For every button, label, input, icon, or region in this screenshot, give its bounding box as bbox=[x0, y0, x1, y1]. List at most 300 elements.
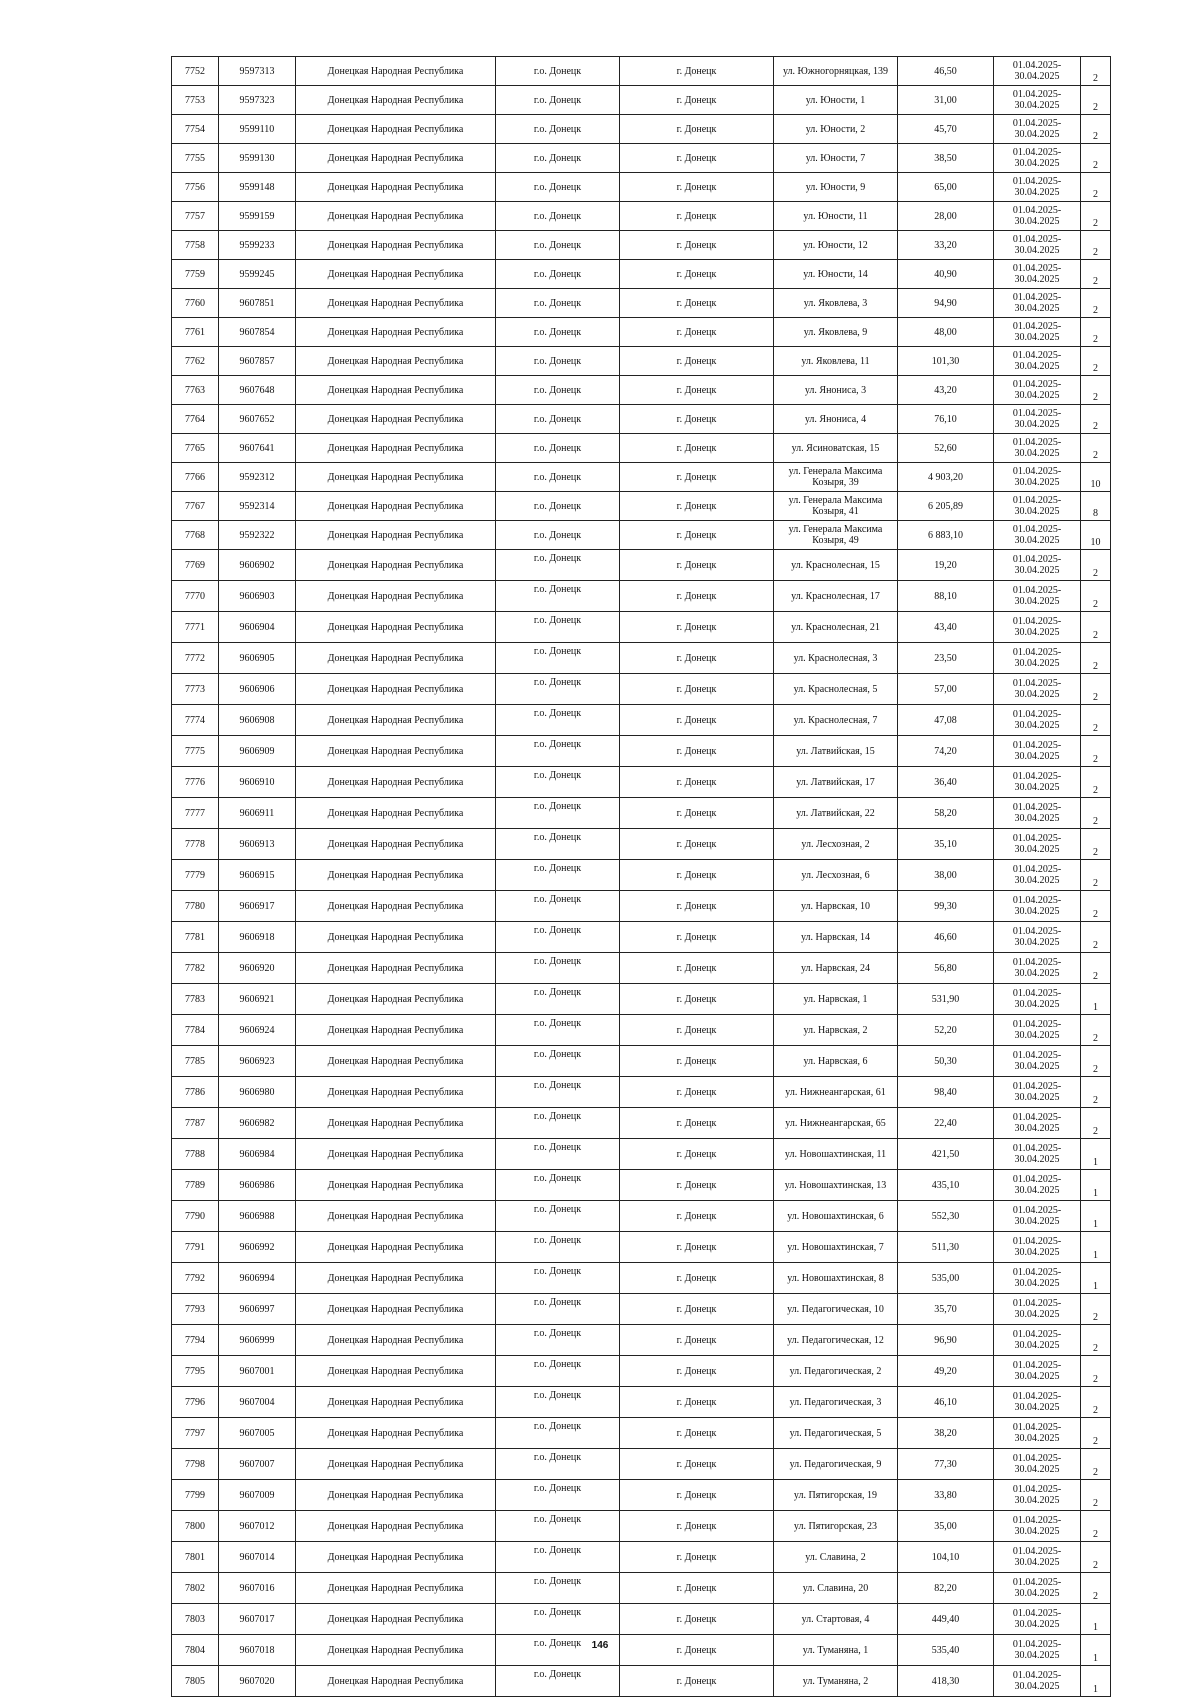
period-cell: 01.04.2025-30.04.2025 bbox=[994, 492, 1081, 521]
table-row bbox=[172, 260, 1111, 289]
municipal-okrug-cell: г.о. Донецк bbox=[496, 1542, 620, 1573]
city-cell: г. Донецк bbox=[620, 922, 774, 953]
region-cell: Донецкая Народная Республика bbox=[296, 173, 496, 202]
row-number-cell: 7791 bbox=[172, 1232, 219, 1263]
table-row bbox=[172, 173, 1111, 202]
registry-table bbox=[171, 56, 1111, 1697]
address-cell: ул. Нарвская, 10 bbox=[774, 891, 898, 922]
count-cell: 1 bbox=[1081, 1201, 1111, 1232]
municipal-okrug-cell: г.о. Донецк bbox=[496, 1356, 620, 1387]
region-cell: Донецкая Народная Республика bbox=[296, 1480, 496, 1511]
region-cell: Донецкая Народная Республика bbox=[296, 922, 496, 953]
address-cell: ул. Латвийская, 22 bbox=[774, 798, 898, 829]
city-cell: г. Донецк bbox=[620, 1573, 774, 1604]
period-cell: 01.04.2025-30.04.2025 bbox=[994, 1604, 1081, 1635]
area-cell: 46,10 bbox=[898, 1387, 994, 1418]
region-cell: Донецкая Народная Республика bbox=[296, 1294, 496, 1325]
row-number-cell: 7785 bbox=[172, 1046, 219, 1077]
address-cell: ул. Славина, 20 bbox=[774, 1573, 898, 1604]
period-cell: 01.04.2025-30.04.2025 bbox=[994, 860, 1081, 891]
row-number-cell: 7786 bbox=[172, 1077, 219, 1108]
area-cell: 45,70 bbox=[898, 115, 994, 144]
region-cell: Донецкая Народная Республика bbox=[296, 115, 496, 144]
table-row bbox=[172, 1356, 1111, 1387]
address-cell: ул. Яковлева, 11 bbox=[774, 347, 898, 376]
area-cell: 56,80 bbox=[898, 953, 994, 984]
address-cell: ул. Туманяна, 1 bbox=[774, 1635, 898, 1666]
municipal-okrug-cell: г.о. Донецк bbox=[496, 1666, 620, 1697]
area-cell: 50,30 bbox=[898, 1046, 994, 1077]
row-number-cell: 7767 bbox=[172, 492, 219, 521]
city-cell: г. Донецк bbox=[620, 581, 774, 612]
count-cell: 1 bbox=[1081, 1232, 1111, 1263]
table-row bbox=[172, 86, 1111, 115]
municipal-okrug-cell: г.о. Донецк bbox=[496, 405, 620, 434]
region-cell: Донецкая Народная Республика bbox=[296, 581, 496, 612]
object-code-cell: 9607007 bbox=[219, 1449, 296, 1480]
row-number-cell: 7773 bbox=[172, 674, 219, 705]
region-cell: Донецкая Народная Республика bbox=[296, 405, 496, 434]
row-number-cell: 7774 bbox=[172, 705, 219, 736]
row-number-cell: 7802 bbox=[172, 1573, 219, 1604]
object-code-cell: 9606906 bbox=[219, 674, 296, 705]
row-number-cell: 7770 bbox=[172, 581, 219, 612]
address-cell: ул. Лесхозная, 2 bbox=[774, 829, 898, 860]
city-cell: г. Донецк bbox=[620, 1325, 774, 1356]
period-cell: 01.04.2025-30.04.2025 bbox=[994, 1542, 1081, 1573]
period-cell: 01.04.2025-30.04.2025 bbox=[994, 1666, 1081, 1697]
address-cell: ул. Краснолесная, 7 bbox=[774, 705, 898, 736]
row-number-cell: 7778 bbox=[172, 829, 219, 860]
row-number-cell: 7762 bbox=[172, 347, 219, 376]
object-code-cell: 9606915 bbox=[219, 860, 296, 891]
municipal-okrug-cell: г.о. Донецк bbox=[496, 1635, 620, 1666]
address-cell: ул. Новошахтинская, 11 bbox=[774, 1139, 898, 1170]
area-cell: 46,60 bbox=[898, 922, 994, 953]
region-cell: Донецкая Народная Республика bbox=[296, 705, 496, 736]
table-row bbox=[172, 1449, 1111, 1480]
period-cell: 01.04.2025-30.04.2025 bbox=[994, 144, 1081, 173]
area-cell: 38,20 bbox=[898, 1418, 994, 1449]
address-cell: ул. Юности, 14 bbox=[774, 260, 898, 289]
row-number-cell: 7793 bbox=[172, 1294, 219, 1325]
object-code-cell: 9606902 bbox=[219, 550, 296, 581]
city-cell: г. Донецк bbox=[620, 736, 774, 767]
object-code-cell: 9607641 bbox=[219, 434, 296, 463]
area-cell: 47,08 bbox=[898, 705, 994, 736]
municipal-okrug-cell: г.о. Донецк bbox=[496, 144, 620, 173]
city-cell: г. Донецк bbox=[620, 1263, 774, 1294]
municipal-okrug-cell: г.о. Донецк bbox=[496, 1449, 620, 1480]
area-cell: 101,30 bbox=[898, 347, 994, 376]
city-cell: г. Донецк bbox=[620, 1356, 774, 1387]
period-cell: 01.04.2025-30.04.2025 bbox=[994, 1232, 1081, 1263]
address-cell: ул. Латвийская, 17 bbox=[774, 767, 898, 798]
table-row bbox=[172, 231, 1111, 260]
municipal-okrug-cell: г.о. Донецк bbox=[496, 173, 620, 202]
object-code-cell: 9606910 bbox=[219, 767, 296, 798]
region-cell: Донецкая Народная Республика bbox=[296, 57, 496, 86]
object-code-cell: 9607020 bbox=[219, 1666, 296, 1697]
region-cell: Донецкая Народная Республика bbox=[296, 643, 496, 674]
area-cell: 535,00 bbox=[898, 1263, 994, 1294]
table-row bbox=[172, 1666, 1111, 1697]
row-number-cell: 7804 bbox=[172, 1635, 219, 1666]
city-cell: г. Донецк bbox=[620, 1449, 774, 1480]
municipal-okrug-cell: г.о. Донецк bbox=[496, 434, 620, 463]
city-cell: г. Донецк bbox=[620, 1201, 774, 1232]
count-cell: 2 bbox=[1081, 1325, 1111, 1356]
region-cell: Донецкая Народная Республика bbox=[296, 674, 496, 705]
count-cell: 2 bbox=[1081, 405, 1111, 434]
municipal-okrug-cell: г.о. Донецк bbox=[496, 1139, 620, 1170]
address-cell: ул. Юности, 11 bbox=[774, 202, 898, 231]
row-number-cell: 7801 bbox=[172, 1542, 219, 1573]
period-cell: 01.04.2025-30.04.2025 bbox=[994, 260, 1081, 289]
region-cell: Донецкая Народная Республика bbox=[296, 231, 496, 260]
area-cell: 98,40 bbox=[898, 1077, 994, 1108]
period-cell: 01.04.2025-30.04.2025 bbox=[994, 231, 1081, 260]
period-cell: 01.04.2025-30.04.2025 bbox=[994, 984, 1081, 1015]
area-cell: 99,30 bbox=[898, 891, 994, 922]
municipal-okrug-cell: г.о. Донецк bbox=[496, 1604, 620, 1635]
period-cell: 01.04.2025-30.04.2025 bbox=[994, 1635, 1081, 1666]
area-cell: 531,90 bbox=[898, 984, 994, 1015]
city-cell: г. Донецк bbox=[620, 984, 774, 1015]
count-cell: 8 bbox=[1081, 492, 1111, 521]
count-cell: 2 bbox=[1081, 922, 1111, 953]
count-cell: 2 bbox=[1081, 173, 1111, 202]
period-cell: 01.04.2025-30.04.2025 bbox=[994, 1325, 1081, 1356]
table-row bbox=[172, 202, 1111, 231]
period-cell: 01.04.2025-30.04.2025 bbox=[994, 1046, 1081, 1077]
period-cell: 01.04.2025-30.04.2025 bbox=[994, 1511, 1081, 1542]
object-code-cell: 9606923 bbox=[219, 1046, 296, 1077]
region-cell: Донецкая Народная Республика bbox=[296, 144, 496, 173]
count-cell: 2 bbox=[1081, 581, 1111, 612]
table-row bbox=[172, 612, 1111, 643]
city-cell: г. Донецк bbox=[620, 463, 774, 492]
period-cell: 01.04.2025-30.04.2025 bbox=[994, 57, 1081, 86]
object-code-cell: 9606982 bbox=[219, 1108, 296, 1139]
city-cell: г. Донецк bbox=[620, 492, 774, 521]
count-cell: 2 bbox=[1081, 1449, 1111, 1480]
area-cell: 88,10 bbox=[898, 581, 994, 612]
area-cell: 552,30 bbox=[898, 1201, 994, 1232]
count-cell: 2 bbox=[1081, 1356, 1111, 1387]
object-code-cell: 9592312 bbox=[219, 463, 296, 492]
table-row bbox=[172, 1232, 1111, 1263]
count-cell: 2 bbox=[1081, 1077, 1111, 1108]
object-code-cell: 9607854 bbox=[219, 318, 296, 347]
address-cell: ул. Пятигорская, 23 bbox=[774, 1511, 898, 1542]
municipal-okrug-cell: г.о. Донецк bbox=[496, 115, 620, 144]
address-cell: ул. Педагогическая, 10 bbox=[774, 1294, 898, 1325]
municipal-okrug-cell: г.о. Донецк bbox=[496, 860, 620, 891]
region-cell: Донецкая Народная Республика bbox=[296, 202, 496, 231]
address-cell: ул. Педагогическая, 2 bbox=[774, 1356, 898, 1387]
region-cell: Донецкая Народная Республика bbox=[296, 1542, 496, 1573]
area-cell: 418,30 bbox=[898, 1666, 994, 1697]
area-cell: 46,50 bbox=[898, 57, 994, 86]
city-cell: г. Донецк bbox=[620, 57, 774, 86]
region-cell: Донецкая Народная Республика bbox=[296, 86, 496, 115]
table-body bbox=[172, 57, 1111, 1697]
table-row bbox=[172, 1015, 1111, 1046]
count-cell: 2 bbox=[1081, 1511, 1111, 1542]
count-cell: 1 bbox=[1081, 1635, 1111, 1666]
area-cell: 6 883,10 bbox=[898, 521, 994, 550]
municipal-okrug-cell: г.о. Донецк bbox=[496, 86, 620, 115]
region-cell: Донецкая Народная Республика bbox=[296, 1356, 496, 1387]
period-cell: 01.04.2025-30.04.2025 bbox=[994, 581, 1081, 612]
row-number-cell: 7781 bbox=[172, 922, 219, 953]
period-cell: 01.04.2025-30.04.2025 bbox=[994, 674, 1081, 705]
count-cell: 2 bbox=[1081, 202, 1111, 231]
city-cell: г. Донецк bbox=[620, 376, 774, 405]
count-cell: 2 bbox=[1081, 798, 1111, 829]
city-cell: г. Донецк bbox=[620, 1046, 774, 1077]
row-number-cell: 7759 bbox=[172, 260, 219, 289]
object-code-cell: 9607016 bbox=[219, 1573, 296, 1604]
period-cell: 01.04.2025-30.04.2025 bbox=[994, 705, 1081, 736]
municipal-okrug-cell: г.о. Донецк bbox=[496, 643, 620, 674]
municipal-okrug-cell: г.о. Донецк bbox=[496, 674, 620, 705]
table-row bbox=[172, 405, 1111, 434]
period-cell: 01.04.2025-30.04.2025 bbox=[994, 1387, 1081, 1418]
table-row bbox=[172, 674, 1111, 705]
object-code-cell: 9599148 bbox=[219, 173, 296, 202]
object-code-cell: 9607017 bbox=[219, 1604, 296, 1635]
city-cell: г. Донецк bbox=[620, 231, 774, 260]
row-number-cell: 7795 bbox=[172, 1356, 219, 1387]
municipal-okrug-cell: г.о. Донецк bbox=[496, 521, 620, 550]
period-cell: 01.04.2025-30.04.2025 bbox=[994, 1573, 1081, 1604]
municipal-okrug-cell: г.о. Донецк bbox=[496, 231, 620, 260]
address-cell: ул. Нарвская, 14 bbox=[774, 922, 898, 953]
region-cell: Донецкая Народная Республика bbox=[296, 1139, 496, 1170]
object-code-cell: 9607018 bbox=[219, 1635, 296, 1666]
count-cell: 2 bbox=[1081, 860, 1111, 891]
period-cell: 01.04.2025-30.04.2025 bbox=[994, 202, 1081, 231]
city-cell: г. Донецк bbox=[620, 1232, 774, 1263]
address-cell: ул. Краснолесная, 17 bbox=[774, 581, 898, 612]
row-number-cell: 7782 bbox=[172, 953, 219, 984]
area-cell: 35,10 bbox=[898, 829, 994, 860]
object-code-cell: 9606911 bbox=[219, 798, 296, 829]
row-number-cell: 7800 bbox=[172, 1511, 219, 1542]
row-number-cell: 7790 bbox=[172, 1201, 219, 1232]
region-cell: Донецкая Народная Республика bbox=[296, 1573, 496, 1604]
object-code-cell: 9606908 bbox=[219, 705, 296, 736]
city-cell: г. Донецк bbox=[620, 405, 774, 434]
row-number-cell: 7765 bbox=[172, 434, 219, 463]
object-code-cell: 9607648 bbox=[219, 376, 296, 405]
municipal-okrug-cell: г.о. Донецк bbox=[496, 202, 620, 231]
table-row bbox=[172, 922, 1111, 953]
row-number-cell: 7784 bbox=[172, 1015, 219, 1046]
city-cell: г. Донецк bbox=[620, 1139, 774, 1170]
municipal-okrug-cell: г.о. Донецк bbox=[496, 612, 620, 643]
municipal-okrug-cell: г.о. Донецк bbox=[496, 705, 620, 736]
region-cell: Донецкая Народная Республика bbox=[296, 891, 496, 922]
municipal-okrug-cell: г.о. Донецк bbox=[496, 318, 620, 347]
table-row bbox=[172, 1263, 1111, 1294]
municipal-okrug-cell: г.о. Донецк bbox=[496, 581, 620, 612]
period-cell: 01.04.2025-30.04.2025 bbox=[994, 1263, 1081, 1294]
row-number-cell: 7754 bbox=[172, 115, 219, 144]
period-cell: 01.04.2025-30.04.2025 bbox=[994, 1108, 1081, 1139]
object-code-cell: 9607857 bbox=[219, 347, 296, 376]
city-cell: г. Донецк bbox=[620, 1108, 774, 1139]
period-cell: 01.04.2025-30.04.2025 bbox=[994, 1449, 1081, 1480]
region-cell: Донецкая Народная Республика bbox=[296, 1604, 496, 1635]
count-cell: 1 bbox=[1081, 984, 1111, 1015]
municipal-okrug-cell: г.о. Донецк bbox=[496, 1480, 620, 1511]
city-cell: г. Донецк bbox=[620, 260, 774, 289]
municipal-okrug-cell: г.о. Донецк bbox=[496, 798, 620, 829]
period-cell: 01.04.2025-30.04.2025 bbox=[994, 612, 1081, 643]
region-cell: Донецкая Народная Республика bbox=[296, 1201, 496, 1232]
count-cell: 10 bbox=[1081, 463, 1111, 492]
row-number-cell: 7775 bbox=[172, 736, 219, 767]
row-number-cell: 7805 bbox=[172, 1666, 219, 1697]
city-cell: г. Донецк bbox=[620, 767, 774, 798]
municipal-okrug-cell: г.о. Донецк bbox=[496, 984, 620, 1015]
table-row bbox=[172, 1325, 1111, 1356]
object-code-cell: 9599233 bbox=[219, 231, 296, 260]
region-cell: Донецкая Народная Республика bbox=[296, 612, 496, 643]
object-code-cell: 9606980 bbox=[219, 1077, 296, 1108]
object-code-cell: 9607009 bbox=[219, 1480, 296, 1511]
table-row bbox=[172, 1077, 1111, 1108]
municipal-okrug-cell: г.о. Донецк bbox=[496, 347, 620, 376]
region-cell: Донецкая Народная Республика bbox=[296, 550, 496, 581]
municipal-okrug-cell: г.о. Донецк bbox=[496, 1387, 620, 1418]
address-cell: ул. Педагогическая, 12 bbox=[774, 1325, 898, 1356]
municipal-okrug-cell: г.о. Донецк bbox=[496, 57, 620, 86]
row-number-cell: 7769 bbox=[172, 550, 219, 581]
period-cell: 01.04.2025-30.04.2025 bbox=[994, 922, 1081, 953]
object-code-cell: 9606913 bbox=[219, 829, 296, 860]
address-cell: ул. Нижнеангарская, 65 bbox=[774, 1108, 898, 1139]
area-cell: 22,40 bbox=[898, 1108, 994, 1139]
table-row bbox=[172, 1418, 1111, 1449]
city-cell: г. Донецк bbox=[620, 1077, 774, 1108]
address-cell: ул. Краснолесная, 15 bbox=[774, 550, 898, 581]
area-cell: 19,20 bbox=[898, 550, 994, 581]
object-code-cell: 9607851 bbox=[219, 289, 296, 318]
row-number-cell: 7756 bbox=[172, 173, 219, 202]
address-cell: ул. Юности, 1 bbox=[774, 86, 898, 115]
region-cell: Донецкая Народная Республика bbox=[296, 289, 496, 318]
address-cell: ул. Новошахтинская, 13 bbox=[774, 1170, 898, 1201]
row-number-cell: 7758 bbox=[172, 231, 219, 260]
municipal-okrug-cell: г.о. Донецк bbox=[496, 829, 620, 860]
table-row bbox=[172, 1387, 1111, 1418]
row-number-cell: 7794 bbox=[172, 1325, 219, 1356]
municipal-okrug-cell: г.о. Донецк bbox=[496, 736, 620, 767]
table-row bbox=[172, 57, 1111, 86]
city-cell: г. Донецк bbox=[620, 1511, 774, 1542]
table-row bbox=[172, 643, 1111, 674]
row-number-cell: 7753 bbox=[172, 86, 219, 115]
count-cell: 2 bbox=[1081, 57, 1111, 86]
object-code-cell: 9599245 bbox=[219, 260, 296, 289]
address-cell: ул. Нарвская, 6 bbox=[774, 1046, 898, 1077]
area-cell: 4 903,20 bbox=[898, 463, 994, 492]
table-row bbox=[172, 1170, 1111, 1201]
count-cell: 1 bbox=[1081, 1666, 1111, 1697]
city-cell: г. Донецк bbox=[620, 1604, 774, 1635]
city-cell: г. Донецк bbox=[620, 115, 774, 144]
area-cell: 43,40 bbox=[898, 612, 994, 643]
city-cell: г. Донецк bbox=[620, 798, 774, 829]
count-cell: 2 bbox=[1081, 1542, 1111, 1573]
count-cell: 2 bbox=[1081, 231, 1111, 260]
city-cell: г. Донецк bbox=[620, 612, 774, 643]
row-number-cell: 7752 bbox=[172, 57, 219, 86]
count-cell: 2 bbox=[1081, 612, 1111, 643]
count-cell: 2 bbox=[1081, 674, 1111, 705]
region-cell: Донецкая Народная Республика bbox=[296, 521, 496, 550]
period-cell: 01.04.2025-30.04.2025 bbox=[994, 521, 1081, 550]
city-cell: г. Донецк bbox=[620, 1294, 774, 1325]
city-cell: г. Донецк bbox=[620, 289, 774, 318]
object-code-cell: 9606999 bbox=[219, 1325, 296, 1356]
city-cell: г. Донецк bbox=[620, 829, 774, 860]
area-cell: 96,90 bbox=[898, 1325, 994, 1356]
area-cell: 33,20 bbox=[898, 231, 994, 260]
region-cell: Донецкая Народная Республика bbox=[296, 1108, 496, 1139]
row-number-cell: 7771 bbox=[172, 612, 219, 643]
region-cell: Донецкая Народная Республика bbox=[296, 347, 496, 376]
address-cell: ул. Янониса, 3 bbox=[774, 376, 898, 405]
table-row bbox=[172, 860, 1111, 891]
table-row bbox=[172, 1046, 1111, 1077]
count-cell: 2 bbox=[1081, 376, 1111, 405]
area-cell: 535,40 bbox=[898, 1635, 994, 1666]
page-number: 146 bbox=[591, 1640, 609, 1651]
city-cell: г. Донецк bbox=[620, 953, 774, 984]
object-code-cell: 9607652 bbox=[219, 405, 296, 434]
city-cell: г. Донецк bbox=[620, 891, 774, 922]
table-row bbox=[172, 581, 1111, 612]
count-cell: 2 bbox=[1081, 736, 1111, 767]
area-cell: 104,10 bbox=[898, 1542, 994, 1573]
area-cell: 94,90 bbox=[898, 289, 994, 318]
area-cell: 421,50 bbox=[898, 1139, 994, 1170]
area-cell: 65,00 bbox=[898, 173, 994, 202]
address-cell: ул. Новошахтинская, 6 bbox=[774, 1201, 898, 1232]
city-cell: г. Донецк bbox=[620, 1542, 774, 1573]
row-number-cell: 7760 bbox=[172, 289, 219, 318]
period-cell: 01.04.2025-30.04.2025 bbox=[994, 767, 1081, 798]
period-cell: 01.04.2025-30.04.2025 bbox=[994, 643, 1081, 674]
object-code-cell: 9607012 bbox=[219, 1511, 296, 1542]
table-row bbox=[172, 521, 1111, 550]
table-row bbox=[172, 1480, 1111, 1511]
address-cell: ул. Нарвская, 2 bbox=[774, 1015, 898, 1046]
area-cell: 57,00 bbox=[898, 674, 994, 705]
period-cell: 01.04.2025-30.04.2025 bbox=[994, 1015, 1081, 1046]
row-number-cell: 7763 bbox=[172, 376, 219, 405]
table-row bbox=[172, 1139, 1111, 1170]
municipal-okrug-cell: г.о. Донецк bbox=[496, 376, 620, 405]
municipal-okrug-cell: г.о. Донецк bbox=[496, 1015, 620, 1046]
object-code-cell: 9597313 bbox=[219, 57, 296, 86]
address-cell: ул. Славина, 2 bbox=[774, 1542, 898, 1573]
